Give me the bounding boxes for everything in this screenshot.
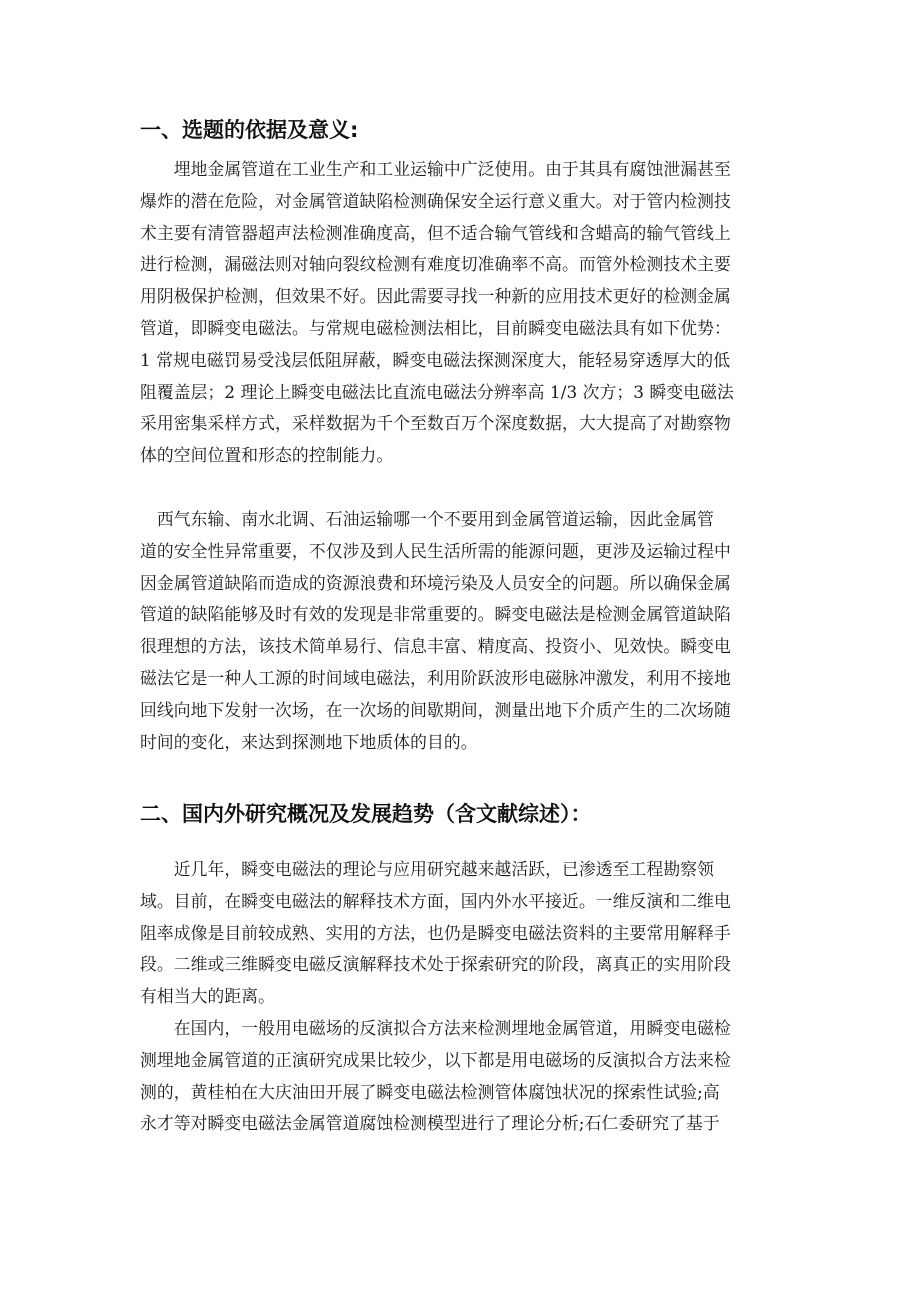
paragraph-line: 爆炸的潜在危险，对金属管道缺陷检测确保安全运行意义重大。对于管内检测技 xyxy=(140,190,731,211)
paragraph-line: 阻覆盖层；2 理论上瞬变电磁法比直流电磁法分辨率高 1/3 次方；3 瞬变电磁法 xyxy=(140,381,734,402)
section-heading-research-overview: 二、国内外研究概况及发展趋势（含文献综述）： xyxy=(140,802,592,826)
paragraph-line: 永才等对瞬变电磁法金属管道腐蚀检测模型进行了理论分析;石仁委研究了基于 xyxy=(140,1113,720,1134)
paragraph-line: 1 常规电磁罚易受浅层低阻屏蔽，瞬变电磁法探测深度大，能轻易穿透厚大的低 xyxy=(140,349,731,370)
paragraph-line: 埋地金属管道在工业生产和工业运输中广泛使用。由于其具有腐蚀泄漏甚至 xyxy=(140,159,731,179)
paragraph-domestic-research xyxy=(140,1013,788,1140)
paragraph-line: 进行检测，漏磁法则对轴向裂纹检测有难度切准确率不高。而管外检测技术主要 xyxy=(140,254,731,275)
paragraph-line: 术主要有清管器超声法检测准确度高，但不适合输气管线和含蜡高的输气管线上 xyxy=(140,222,731,243)
section-heading-basis: 一、选题的依据及意义: xyxy=(140,118,359,142)
paragraph-recent-progress xyxy=(140,854,788,1013)
paragraph-line: 用阴极保护检测，但效果不好。因此需要寻找一种新的应用技术更好的检测金属 xyxy=(140,286,731,307)
paragraph-line: 阻率成像是目前较成熟、实用的方法，也仍是瞬变电磁法资料的主要常用解释手 xyxy=(140,922,731,943)
paragraph-line: 测埋地金属管道的正演研究成果比较少，以下都是用电磁场的反演拟合方法来检 xyxy=(140,1049,731,1070)
paragraph-line: 采用密集采样方式，采样数据为千个至数百万个深度数据，大大提高了对勘察物 xyxy=(140,413,731,434)
paragraph-line: 时间的变化，来达到探测地下地质体的目的。 xyxy=(140,731,478,752)
paragraph-line: 段。二维或三维瞬变电磁反演解释技术处于探索研究的阶段，离真正的实用阶段 xyxy=(140,954,731,975)
paragraph-background xyxy=(140,154,788,472)
paragraph-line: 有相当大的距离。 xyxy=(140,986,276,1007)
paragraph-line: 域。目前，在瞬变电磁法的解释技术方面，国内外水平接近。一维反演和二维电 xyxy=(140,890,731,911)
paragraph-line: 很理想的方法，该技术简单易行、信息丰富、精度高、投资小、见效快。瞬变电 xyxy=(140,636,731,657)
paragraph-line: 道的安全性异常重要，不仅涉及到人民生活所需的能源问题，更涉及运输过程中 xyxy=(140,540,731,561)
paragraph-line: 近几年，瞬变电磁法的理论与应用研究越来越活跃，已渗透至工程勘察领 xyxy=(140,859,714,879)
paragraph-line: 在国内，一般用电磁场的反演拟合方法来检测埋地金属管道，用瞬变电磁检 xyxy=(140,1018,731,1038)
paragraph-significance xyxy=(140,504,788,758)
paragraph-line: 管道的缺陷能够及时有效的发现是非常重要的。瞬变电磁法是检测金属管道缺陷 xyxy=(140,604,731,625)
paragraph-line: 西气东输、南水北调、石油运输哪一个不要用到金属管道运输，因此金属管 xyxy=(140,509,714,529)
paragraph-line: 管道，即瞬变电磁法。与常规电磁检测法相比，目前瞬变电磁法具有如下优势： xyxy=(140,317,731,338)
paragraph-line: 回线向地下发射一次场，在一次场的间歇期间，测量出地下介质产生的二次场随 xyxy=(140,699,731,720)
paragraph-line: 体的空间位置和形态的控制能力。 xyxy=(140,445,394,466)
paragraph-line: 磁法它是一种人工源的时间域电磁法，利用阶跃波形电磁脉冲激发，利用不接地 xyxy=(140,667,731,688)
paragraph-line: 因金属管道缺陷而造成的资源浪费和环境污染及人员安全的问题。所以确保金属 xyxy=(140,572,731,593)
paragraph-line: 测的，黄桂柏在大庆油田开展了瞬变电磁法检测管体腐蚀状况的探索性试验;高 xyxy=(140,1081,720,1102)
